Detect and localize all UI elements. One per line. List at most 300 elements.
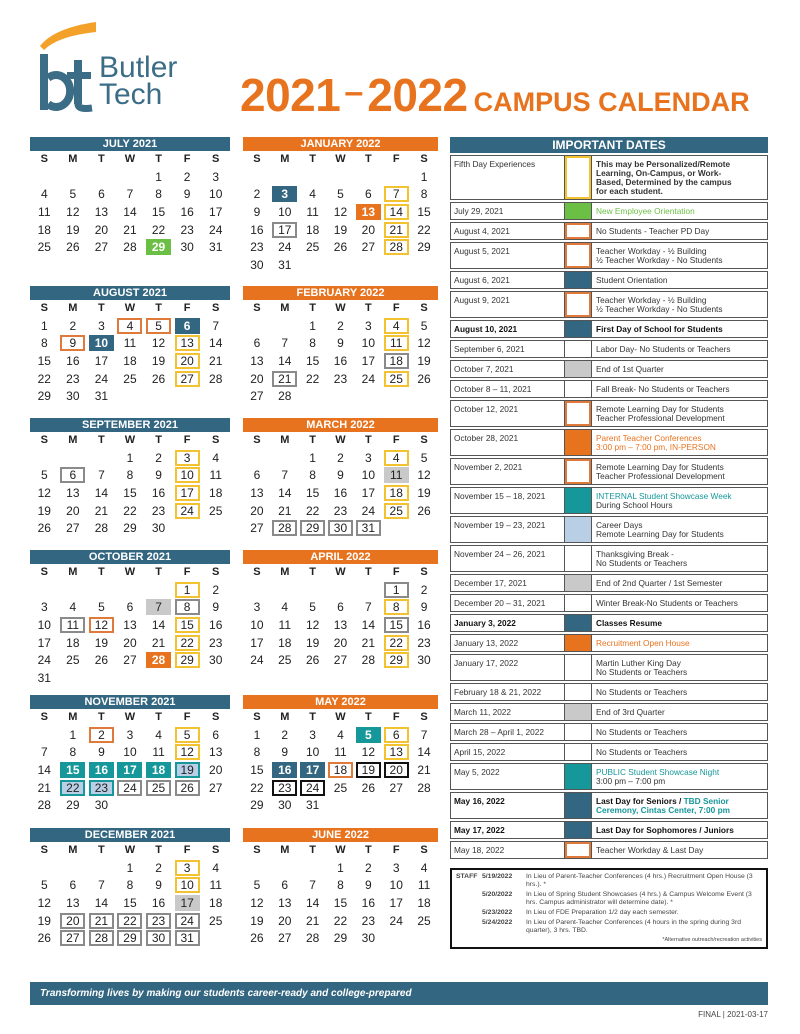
day-cell (87, 221, 116, 239)
day-cell (144, 449, 173, 467)
day-cell (173, 929, 202, 947)
day-number: 7 (40, 745, 48, 760)
important-date-description (592, 203, 767, 219)
day-cell (327, 238, 355, 256)
day-cell (271, 616, 299, 634)
day-cell (327, 929, 355, 947)
day-number: 18 (305, 222, 320, 237)
day-number: 7 (384, 186, 409, 202)
day-number: 26 (305, 653, 320, 668)
day-number: 30 (361, 931, 376, 946)
day-number: 30 (151, 521, 166, 536)
day-cell (30, 929, 59, 947)
day-cell (382, 859, 410, 877)
empty-day-cell (243, 449, 271, 467)
day-cell (382, 616, 410, 634)
weekday-label: T (364, 153, 372, 165)
important-date-row (450, 743, 768, 761)
day-cell (173, 744, 202, 762)
day-cell (410, 761, 438, 779)
description-line: Learning, On-Campus, or Work- (596, 167, 722, 178)
important-date-row (450, 271, 768, 289)
day-number: 16 (66, 353, 80, 368)
day-number: 24 (175, 503, 200, 519)
day-number: 19 (66, 222, 80, 237)
day-cell (30, 796, 59, 814)
day-number: 17 (361, 485, 376, 500)
day-number: 20 (384, 762, 409, 778)
important-date-row (450, 320, 768, 338)
day-cell (299, 877, 327, 895)
day-cell (59, 912, 88, 930)
day-cell (59, 484, 88, 502)
day-number: 14 (123, 204, 137, 219)
day-number: 31 (278, 257, 292, 272)
day-cell (354, 651, 382, 669)
staff-entry-date: 5/20/2022 (482, 891, 513, 898)
empty-day-cell (87, 859, 116, 877)
day-number: 19 (356, 762, 381, 778)
day-cell (87, 484, 116, 502)
day-number: 22 (333, 913, 348, 928)
day-number: 4 (212, 450, 220, 465)
empty-day-cell (30, 168, 59, 186)
day-cell (382, 581, 410, 599)
day-number: 25 (146, 780, 171, 796)
day-cell (299, 651, 327, 669)
day-number: 13 (123, 617, 137, 632)
day-number: 5 (337, 187, 344, 202)
empty-day-cell (271, 859, 299, 877)
day-cell (327, 221, 355, 239)
day-cell (201, 335, 230, 353)
day-number: 17 (300, 762, 325, 778)
day-cell (271, 761, 299, 779)
day-cell (30, 669, 59, 687)
day-number: 14 (384, 204, 409, 220)
title-subtitle: CAMPUS CALENDAR (473, 87, 750, 117)
weekday-label: S (212, 434, 220, 446)
day-number: 28 (209, 371, 223, 386)
day-number: 8 (175, 599, 200, 615)
day-number: 2 (365, 860, 372, 875)
day-cell (30, 877, 59, 895)
day-cell (30, 761, 59, 779)
day-cell (299, 449, 327, 467)
day-number: 19 (417, 485, 431, 500)
month-grid (30, 432, 230, 537)
month-november-2021 (30, 695, 230, 814)
day-cell (299, 599, 327, 617)
day-cell (410, 779, 438, 797)
day-number: 26 (333, 240, 348, 255)
important-dates-panel (450, 137, 768, 861)
important-date-description (592, 822, 767, 838)
day-number: 17 (175, 485, 200, 501)
day-cell (410, 238, 438, 256)
day-number: 1 (69, 727, 77, 742)
day-cell (201, 203, 230, 221)
description-line: Student Orientation (596, 274, 668, 285)
day-cell (382, 894, 410, 912)
day-cell (116, 335, 145, 353)
description-line: No Students or Teachers (596, 726, 688, 737)
important-date-row (450, 634, 768, 652)
day-number: 31 (209, 240, 223, 255)
day-number: 17 (272, 222, 297, 238)
day-cell (87, 616, 116, 634)
important-date-row (450, 614, 768, 632)
day-cell (87, 519, 116, 537)
month-grid (30, 842, 230, 947)
important-date-row (450, 222, 768, 240)
day-number: 29 (117, 930, 142, 946)
important-date: January 17, 2022 (451, 655, 565, 680)
day-number: 7 (98, 878, 105, 893)
day-number: 9 (253, 204, 261, 219)
day-cell (271, 186, 299, 204)
day-number: 6 (60, 467, 85, 483)
day-cell (144, 370, 173, 388)
day-number: 13 (66, 485, 80, 500)
day-number: 7 (281, 336, 289, 351)
day-cell (30, 779, 59, 797)
important-date-row (450, 683, 768, 701)
legend-swatch (565, 401, 592, 426)
day-number: 22 (60, 780, 85, 796)
day-cell (144, 317, 173, 335)
day-cell (144, 519, 173, 537)
day-cell (30, 616, 59, 634)
empty-day-cell (271, 449, 299, 467)
day-number: 14 (209, 336, 223, 351)
day-number: 20 (66, 503, 80, 518)
staff-notes (450, 868, 768, 949)
legend-swatch (565, 517, 592, 542)
day-cell (144, 186, 173, 204)
day-cell (410, 317, 438, 335)
weekday-label: M (68, 566, 78, 578)
day-cell (299, 467, 327, 485)
day-cell (87, 761, 116, 779)
day-cell (144, 502, 173, 520)
day-number: 31 (175, 930, 200, 946)
day-number: 17 (37, 635, 51, 650)
day-number: 5 (420, 318, 428, 333)
day-number: 31 (305, 798, 320, 813)
day-number: 17 (94, 353, 109, 368)
day-number: 4 (384, 318, 409, 334)
day-cell (59, 203, 88, 221)
day-number: 27 (66, 521, 80, 536)
weekday-label: F (392, 302, 400, 314)
day-cell (327, 467, 355, 485)
important-date: October 12, 2021 (451, 401, 565, 426)
day-cell (327, 449, 355, 467)
day-number: 10 (209, 187, 223, 202)
description-line: New Employee Orientation (596, 205, 695, 216)
day-number: 2 (337, 318, 344, 333)
empty-day-cell (382, 168, 410, 186)
day-number: 22 (151, 222, 166, 237)
description-line: No Students or Teachers (596, 557, 688, 568)
day-number: 16 (361, 895, 376, 910)
day-cell (327, 779, 355, 797)
day-number: 13 (356, 204, 381, 220)
description-line: 3:00 pm – 7:00 pm (596, 775, 666, 786)
day-cell (243, 912, 271, 930)
weekday-label: S (253, 153, 261, 165)
day-number: 3 (40, 600, 48, 615)
day-number: 14 (37, 762, 51, 777)
weekday-label: T (155, 711, 162, 723)
day-cell (144, 894, 173, 912)
weekday-label: T (155, 566, 162, 578)
description-line: Teacher Workday - ½ Building (596, 245, 707, 256)
day-number: 13 (250, 353, 264, 368)
important-date-row (450, 429, 768, 456)
important-date-row (450, 723, 768, 741)
day-cell (271, 256, 299, 274)
day-cell (116, 761, 145, 779)
day-number: 2 (155, 450, 162, 465)
month-header: AUGUST 2021 (30, 286, 230, 300)
day-cell (354, 877, 382, 895)
month-grid (30, 564, 230, 687)
day-cell (116, 651, 145, 669)
important-dates-title: IMPORTANT DATES (450, 137, 768, 153)
day-number: 17 (250, 635, 264, 650)
empty-day-cell (87, 581, 116, 599)
important-date-description (592, 517, 767, 542)
day-cell (87, 370, 116, 388)
day-cell (87, 929, 116, 947)
day-cell (144, 352, 173, 370)
day-number: 6 (126, 600, 134, 615)
day-cell (410, 744, 438, 762)
day-number: 11 (123, 336, 137, 351)
important-date-description (592, 764, 767, 789)
weekday-label: F (392, 434, 400, 446)
weekday-label: T (155, 153, 162, 165)
important-date-description (592, 575, 767, 591)
day-number: 11 (384, 467, 409, 483)
day-cell (144, 779, 173, 797)
day-cell (354, 449, 382, 467)
day-cell (354, 335, 382, 353)
day-number: 6 (212, 727, 220, 742)
day-cell (144, 221, 173, 239)
day-cell (382, 912, 410, 930)
day-number: 25 (305, 240, 320, 255)
day-cell (354, 599, 382, 617)
day-number: 15 (175, 617, 200, 633)
day-cell (327, 599, 355, 617)
day-cell (243, 599, 271, 617)
day-cell (173, 859, 202, 877)
description-line: Thanksgiving Break - (596, 548, 674, 559)
day-number: 9 (98, 745, 105, 760)
weekday-label: F (183, 302, 191, 314)
day-number: 3 (272, 186, 297, 202)
day-cell (30, 599, 59, 617)
important-date: October 28, 2021 (451, 430, 565, 455)
day-cell (116, 317, 145, 335)
weekday-label: T (309, 566, 316, 578)
empty-day-cell (116, 581, 145, 599)
day-number: 8 (155, 187, 162, 202)
day-cell (354, 634, 382, 652)
empty-day-cell (271, 168, 299, 186)
weekday-label: M (68, 153, 78, 165)
day-cell (327, 859, 355, 877)
day-number: 2 (212, 582, 220, 597)
day-number: 4 (155, 727, 162, 742)
day-cell (271, 779, 299, 797)
description-line: Remote Learning Day for Students (596, 403, 724, 414)
day-cell (201, 449, 230, 467)
day-number: 5 (309, 600, 316, 615)
day-cell (382, 877, 410, 895)
description-line: for each student. (596, 185, 663, 196)
month-header: SEPTEMBER 2021 (30, 418, 230, 432)
day-cell (382, 449, 410, 467)
day-number: 8 (384, 599, 409, 615)
day-cell (87, 634, 116, 652)
day-cell (87, 317, 116, 335)
legend-swatch (565, 341, 592, 357)
day-number: 16 (209, 617, 223, 632)
day-cell (59, 387, 88, 405)
day-number: 31 (356, 520, 381, 536)
day-number: 28 (123, 240, 137, 255)
day-number: 9 (281, 745, 289, 760)
logo-name-line1: Butler (99, 51, 178, 84)
weekday-label: S (40, 302, 48, 314)
day-cell (30, 186, 59, 204)
day-number: 25 (123, 371, 137, 386)
day-cell (59, 929, 88, 947)
day-cell (144, 467, 173, 485)
month-header: JUNE 2022 (243, 828, 438, 842)
day-cell (173, 912, 202, 930)
version-label: FINAL | 2021-03-17 (698, 1010, 768, 1019)
day-number: 7 (281, 468, 289, 483)
important-date: Fifth Day Experiences (451, 156, 565, 199)
important-date: January 3, 2022 (451, 615, 565, 631)
description-line: Remote Learning Day for Students (596, 528, 724, 539)
weekday-label: T (364, 434, 372, 446)
day-number: 21 (278, 503, 292, 518)
day-number: 4 (40, 187, 48, 202)
day-cell (201, 859, 230, 877)
day-number: 16 (180, 204, 194, 219)
day-number: 21 (123, 222, 137, 237)
day-number: 12 (417, 468, 431, 483)
day-number: 30 (278, 798, 292, 813)
day-number: 19 (417, 353, 431, 368)
important-date-row (450, 155, 768, 200)
day-cell (201, 877, 230, 895)
day-cell (410, 186, 438, 204)
day-cell (201, 894, 230, 912)
day-cell (410, 616, 438, 634)
month-grid (243, 300, 438, 405)
important-date-row (450, 574, 768, 592)
important-date-row (450, 202, 768, 220)
weekday-label: T (98, 844, 105, 856)
day-cell (354, 779, 382, 797)
day-cell (299, 779, 327, 797)
day-number: 16 (151, 895, 166, 910)
day-cell (410, 449, 438, 467)
day-cell (59, 335, 88, 353)
day-number: 29 (417, 240, 431, 255)
day-cell (354, 726, 382, 744)
day-cell (116, 599, 145, 617)
month-may-2022 (243, 695, 438, 814)
day-number: 9 (337, 336, 344, 351)
day-number: 8 (253, 745, 261, 760)
description-line: Career Days (596, 519, 643, 530)
day-number: 5 (253, 878, 261, 893)
description-line: Last Day for Sophomores / Juniors (596, 824, 734, 835)
day-cell (201, 616, 230, 634)
day-cell (299, 616, 327, 634)
day-cell (382, 335, 410, 353)
weekday-label: S (40, 566, 48, 578)
important-date: November 24 – 26, 2021 (451, 546, 565, 571)
description-line: Ceremony, Cintas Center, 7:00 pm (596, 804, 731, 815)
day-number: 22 (37, 371, 51, 386)
day-cell (327, 352, 355, 370)
day-cell (271, 929, 299, 947)
day-cell (173, 877, 202, 895)
weekday-label: S (40, 153, 48, 165)
day-cell (173, 581, 202, 599)
day-cell (173, 467, 202, 485)
day-cell (201, 744, 230, 762)
weekday-label: M (68, 711, 78, 723)
day-cell (87, 467, 116, 485)
day-number: 6 (253, 336, 261, 351)
day-number: 30 (417, 653, 431, 668)
empty-day-cell (59, 168, 88, 186)
day-cell (201, 238, 230, 256)
important-date-description (592, 744, 767, 760)
day-cell (271, 894, 299, 912)
day-number: 9 (420, 600, 428, 615)
day-cell (382, 221, 410, 239)
day-cell (299, 929, 327, 947)
empty-day-cell (327, 168, 355, 186)
day-number: 9 (60, 335, 85, 351)
day-cell (30, 238, 59, 256)
day-number: 15 (123, 895, 137, 910)
empty-day-cell (87, 168, 116, 186)
day-number: 24 (361, 503, 376, 518)
day-cell (59, 877, 88, 895)
important-date: November 19 – 23, 2021 (451, 517, 565, 542)
day-cell (243, 796, 271, 814)
weekday-label: F (183, 844, 191, 856)
month-grid (243, 842, 438, 947)
staff-entry-date: 5/24/2022 (482, 919, 513, 926)
day-number: 31 (37, 670, 51, 685)
day-number: 2 (183, 169, 191, 184)
weekday-label: S (253, 711, 261, 723)
day-cell (354, 467, 382, 485)
